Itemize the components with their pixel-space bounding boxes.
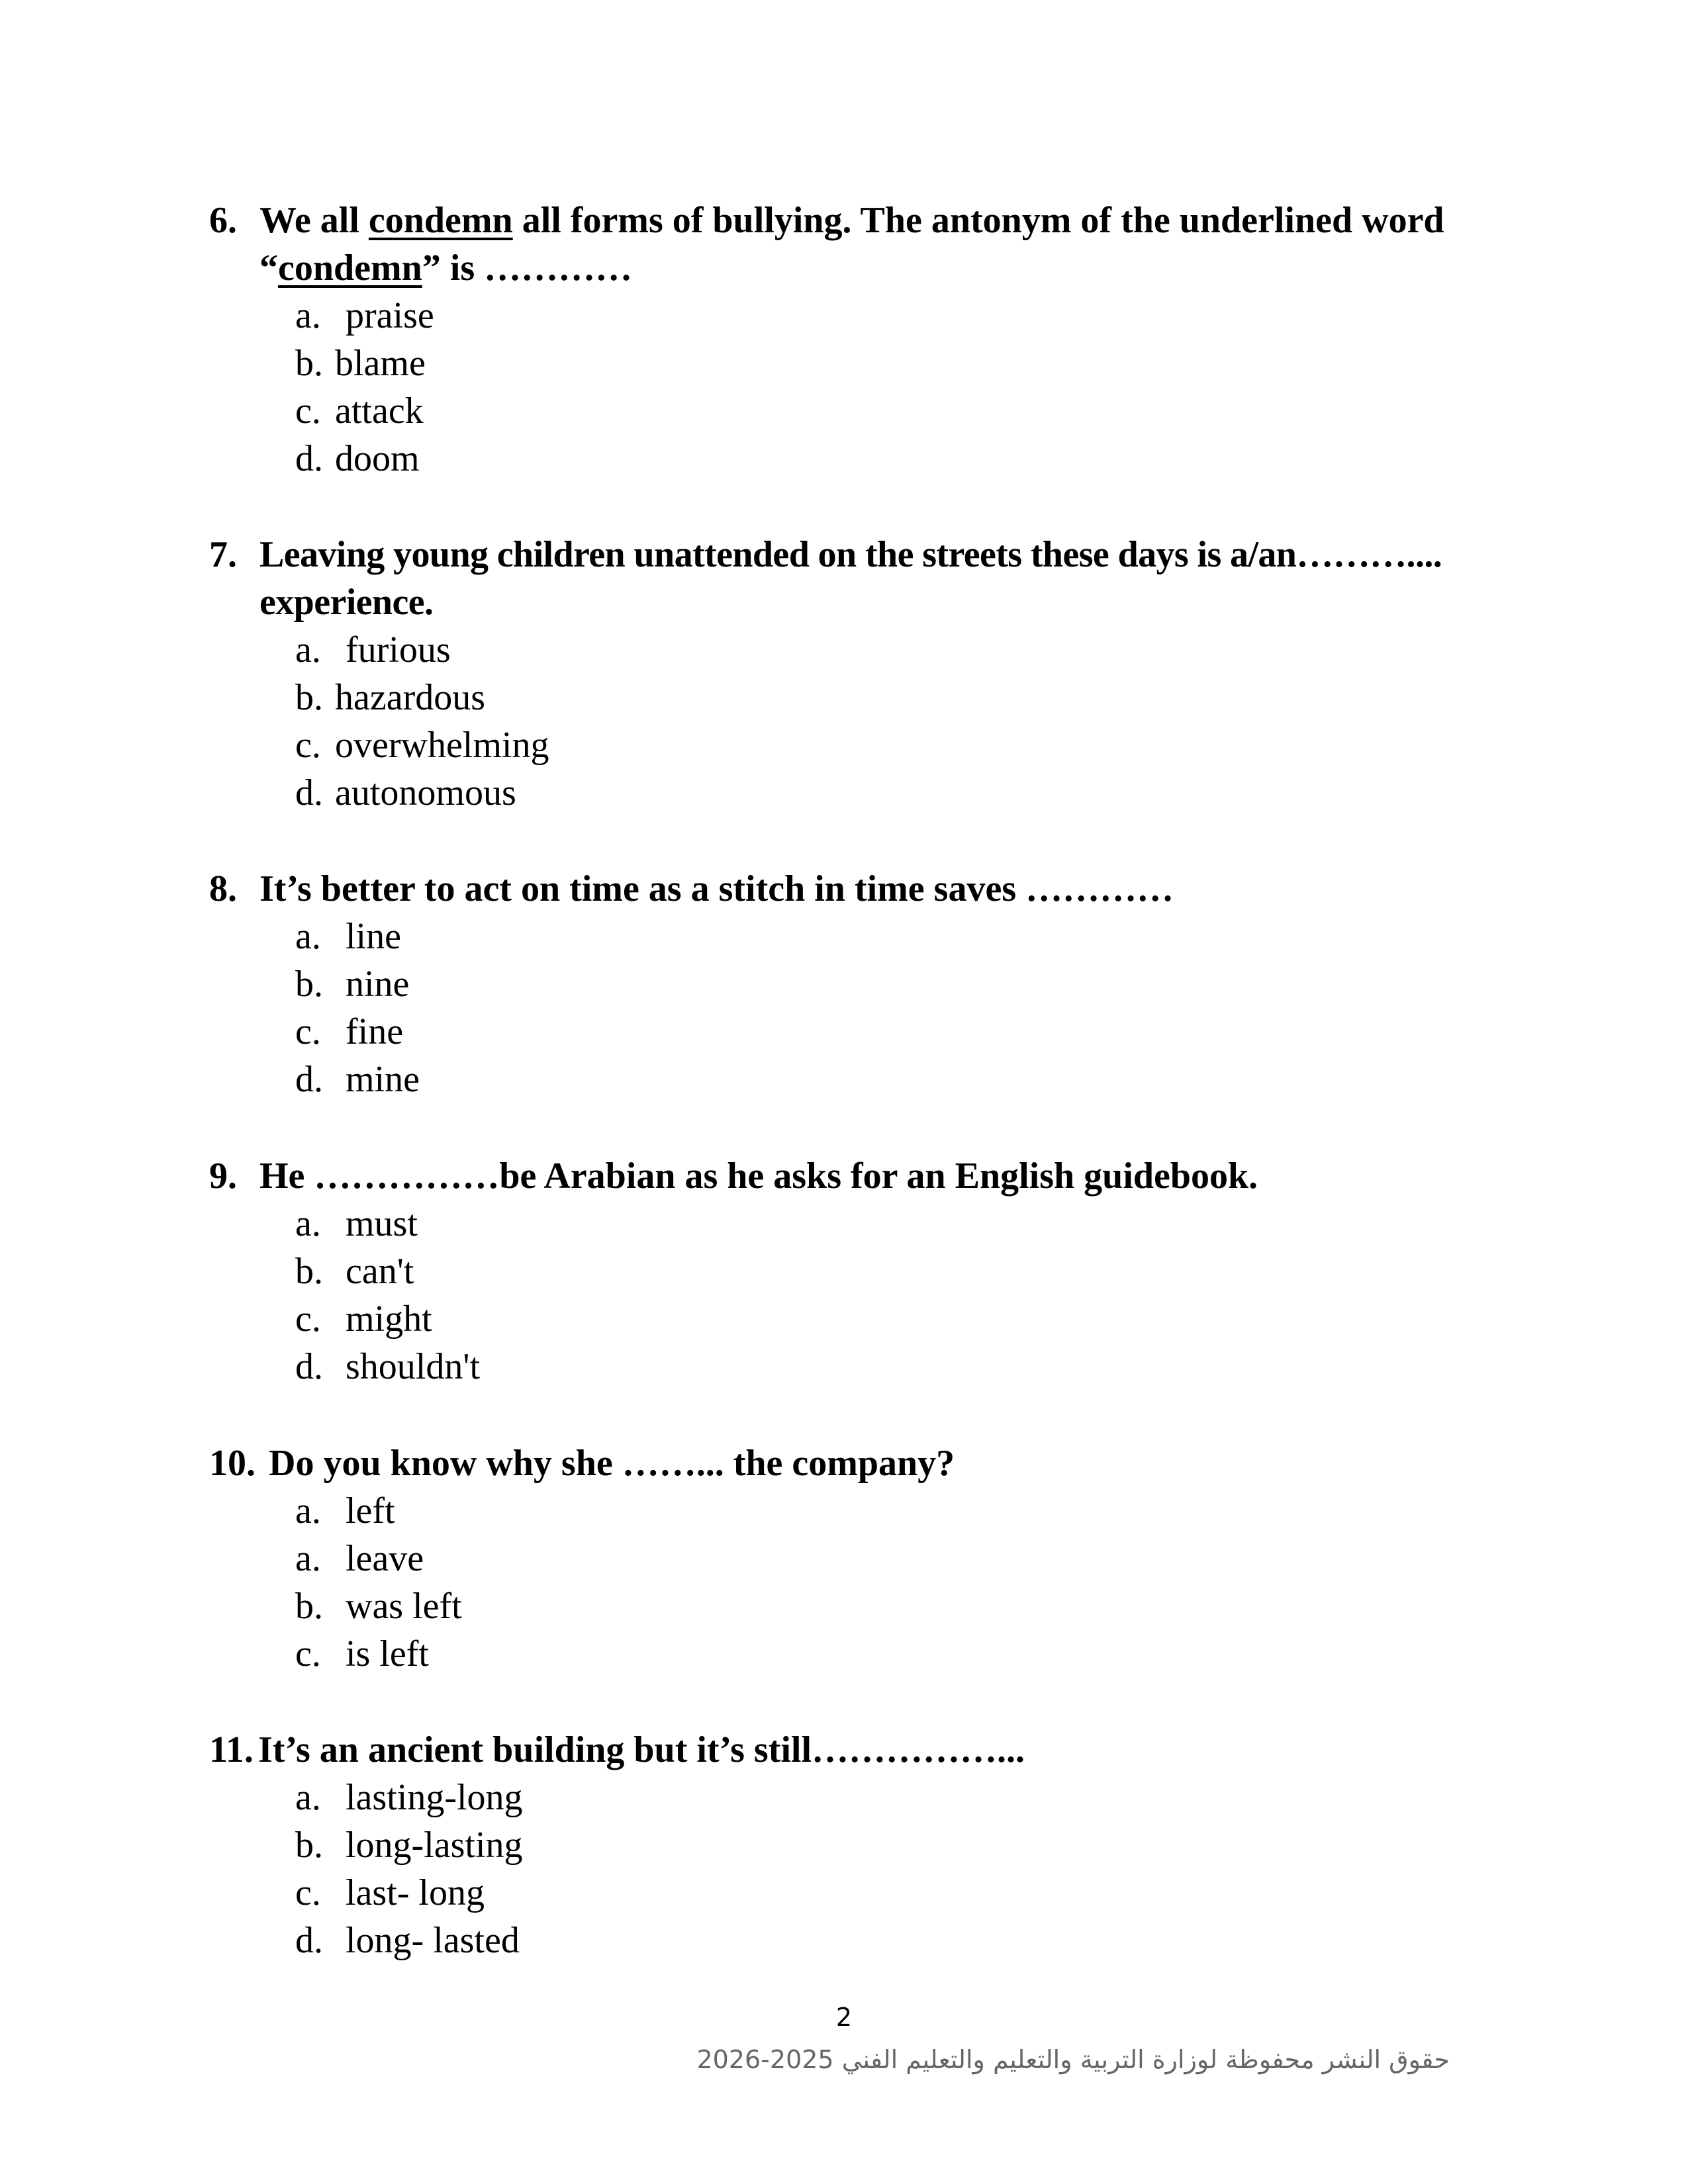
option-d[interactable]: d. autonomous — [295, 772, 516, 813]
option-a[interactable]: a. lasting-long — [295, 1777, 523, 1818]
question-number: 11. — [209, 1729, 254, 1770]
option-c[interactable]: c. is left — [295, 1633, 429, 1674]
question-10 — [209, 1439, 1520, 1678]
question-7 — [209, 531, 1520, 817]
option-b[interactable]: b. long-lasting — [295, 1825, 523, 1866]
question-11 — [209, 1726, 1520, 1964]
option-c[interactable]: c. last- long — [295, 1872, 485, 1913]
question-number: 10. — [209, 1443, 256, 1484]
question-text: He ……………be Arabian as he asks for an English guidebook. — [259, 1156, 1258, 1197]
option-c[interactable]: c. might — [295, 1298, 432, 1340]
question-number: 9. — [209, 1156, 237, 1197]
answer-options — [209, 1774, 1520, 1964]
option-c[interactable]: c. fine — [295, 1011, 404, 1052]
option-c[interactable]: c. overwhelming — [295, 725, 549, 766]
option-a[interactable]: a. left — [295, 1490, 395, 1531]
option-a[interactable]: a. praise — [295, 295, 434, 336]
option-d[interactable]: d. mine — [295, 1059, 420, 1100]
question-text: Do you know why she ……... the company? — [269, 1443, 955, 1484]
option-a[interactable]: a. furious — [295, 629, 451, 670]
question-number: 6. — [209, 200, 237, 241]
question-text: Leaving young children unattended on the streets these days is a/an……….... experience. — [259, 534, 1442, 623]
page-number: 2 — [835, 2003, 853, 2032]
question-number: 7. — [209, 534, 237, 575]
question-text: It’s better to act on time as a stitch in time saves ………… — [259, 868, 1174, 909]
option-b[interactable]: b. hazardous — [295, 677, 486, 718]
answer-options — [209, 626, 1520, 817]
question-8 — [209, 865, 1520, 1103]
option-c[interactable]: c. attack — [295, 390, 424, 432]
option-a[interactable]: a. must — [295, 1203, 418, 1244]
answer-options — [209, 1487, 1520, 1678]
option-d[interactable]: d. long- lasted — [295, 1920, 520, 1961]
answer-options — [209, 292, 1520, 482]
question-9 — [209, 1152, 1520, 1390]
question-text: We all condemn all forms of bullying. The antonym of the underlined word “condemn” is ………… — [259, 200, 1444, 289]
option-b[interactable]: b. was left — [295, 1586, 462, 1627]
option-d[interactable]: d. doom — [295, 438, 420, 479]
copyright-footer: حقوق النشر محفوظة لوزارة التربية والتعليم والتعليم الفني 2025-2026 — [696, 2045, 1450, 2074]
option-b[interactable]: b. blame — [295, 343, 426, 384]
option-b[interactable]: b. can't — [295, 1251, 414, 1292]
option-a[interactable]: a. line — [295, 916, 401, 957]
answer-options — [209, 1200, 1520, 1390]
option-a-2[interactable]: a. leave — [295, 1538, 424, 1579]
question-number: 8. — [209, 868, 237, 909]
option-d[interactable]: d. shouldn't — [295, 1346, 480, 1387]
option-b[interactable]: b. nine — [295, 964, 410, 1005]
underlined-word: condemn — [368, 200, 513, 241]
answer-options — [209, 913, 1520, 1103]
question-6 — [209, 197, 1520, 482]
underlined-word: condemn — [278, 248, 422, 289]
question-text: It’s an ancient building but it’s still……………... — [258, 1729, 1025, 1770]
